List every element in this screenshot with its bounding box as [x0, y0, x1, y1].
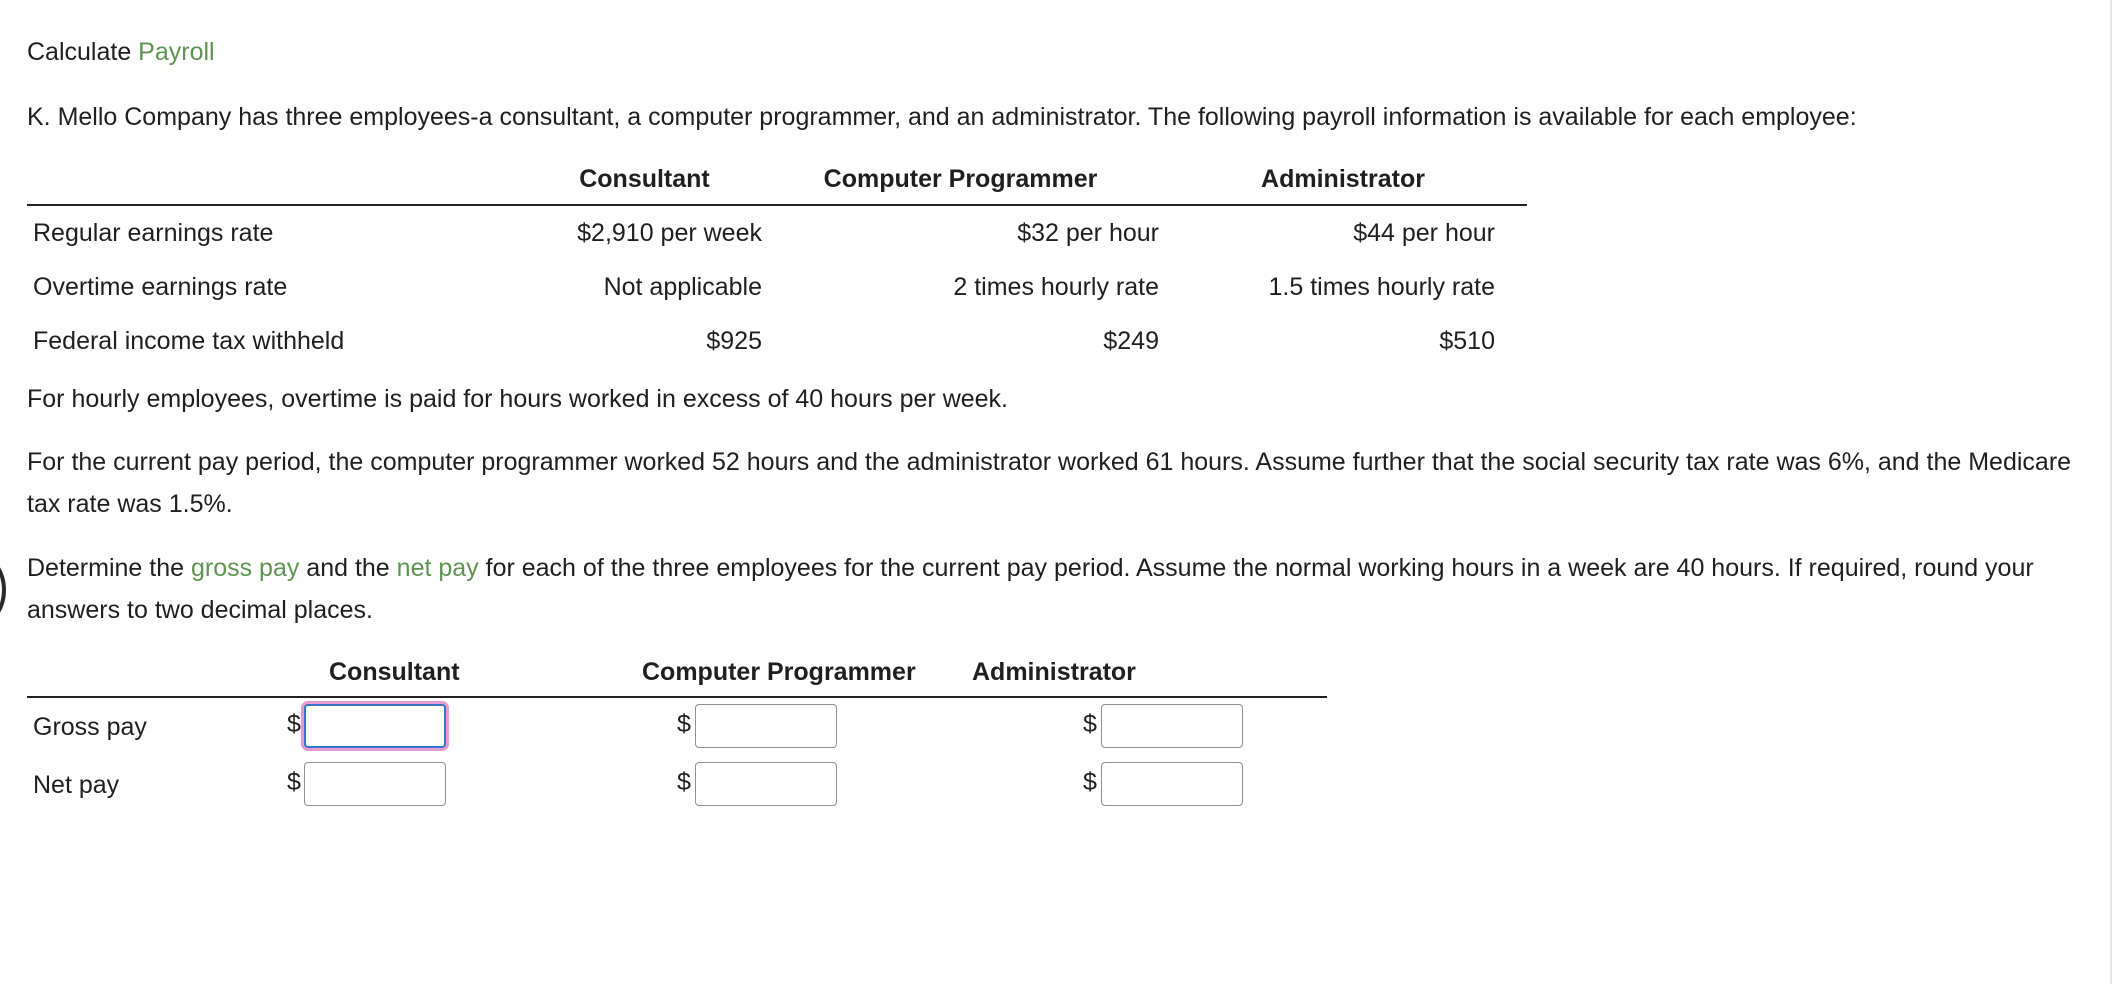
title-prefix: Calculate	[27, 38, 139, 66]
currency-symbol: $	[287, 768, 301, 796]
info-header-consultant: Consultant	[527, 154, 762, 205]
consultant-gross-pay-input[interactable]	[304, 704, 446, 748]
instructions-text-3: for each of the three employees for the current pay period. Assume the normal working hours in a week are 40 hours. If required, round your answers to two decimal places.	[27, 554, 2034, 624]
administrator-value: $44 per hour	[1353, 218, 1495, 247]
pay-period-note: For the current pay period, the computer programmer worked 52 hours and the administrator worked 61 hours. Assume further that the social security tax rate was 6%, and the Medicare tax rate was 1.5%.	[27, 448, 2072, 518]
net-pay-label: Net pay	[33, 770, 120, 799]
currency-symbol: $	[1083, 710, 1097, 738]
info-header-programmer: Computer Programmer	[762, 154, 1159, 205]
consultant-value: $925	[706, 326, 762, 355]
instructions-paragraph	[27, 547, 2087, 631]
partial-circle-decoration	[0, 555, 6, 625]
currency-symbol: $	[1083, 768, 1097, 796]
gross-pay-row	[27, 697, 1327, 756]
currency-symbol: $	[677, 710, 691, 738]
answer-header-row	[27, 648, 1327, 697]
info-header-blank	[27, 154, 527, 205]
gross-pay-link[interactable]: gross pay	[190, 554, 300, 582]
programmer-gross-pay-input[interactable]	[695, 704, 837, 748]
info-header-row	[27, 154, 1527, 205]
answer-header-blank	[27, 648, 277, 697]
consultant-value: $2,910 per week	[577, 218, 762, 247]
payroll-link[interactable]: Payroll	[138, 38, 215, 66]
payroll-info-table	[27, 154, 1527, 368]
programmer-value: $249	[1103, 326, 1159, 355]
info-header-administrator: Administrator	[1159, 154, 1527, 205]
programmer-value: $32 per hour	[1017, 218, 1159, 247]
consultant-net-pay-input[interactable]	[304, 762, 446, 806]
consultant-value: Not applicable	[603, 272, 762, 301]
programmer-net-pay-input[interactable]	[695, 762, 837, 806]
gross-pay-label: Gross pay	[33, 712, 147, 741]
administrator-value: $510	[1439, 326, 1495, 355]
administrator-value: 1.5 times hourly rate	[1268, 272, 1495, 301]
instructions-text-2: and the	[299, 554, 397, 582]
row-label: Regular earnings rate	[33, 218, 274, 247]
overtime-note: For hourly employees, overtime is paid for hours worked in excess of 40 hours per week.	[27, 385, 1009, 413]
answer-table	[27, 648, 1327, 814]
table-row	[27, 314, 1527, 368]
table-row	[27, 260, 1527, 314]
answer-header-administrator: Administrator	[947, 648, 1327, 697]
answer-header-programmer: Computer Programmer	[527, 648, 947, 697]
row-label: Overtime earnings rate	[33, 272, 288, 301]
page-title	[27, 36, 215, 68]
net-pay-row	[27, 756, 1327, 814]
intro-paragraph: K. Mello Company has three employees-a consultant, a computer programmer, and an administrator. The following payroll information is available for each employee:	[27, 103, 1857, 131]
net-pay-link[interactable]: net pay	[396, 554, 479, 582]
instructions-text-1: Determine the	[27, 554, 191, 582]
programmer-value: 2 times hourly rate	[953, 272, 1159, 301]
table-row	[27, 205, 1527, 260]
row-label: Federal income tax withheld	[33, 326, 345, 355]
answer-header-consultant: Consultant	[277, 648, 527, 697]
administrator-net-pay-input[interactable]	[1101, 762, 1243, 806]
administrator-gross-pay-input[interactable]	[1101, 704, 1243, 748]
currency-symbol: $	[677, 768, 691, 796]
currency-symbol: $	[287, 710, 301, 738]
scrollbar-track[interactable]	[2110, 0, 2112, 984]
